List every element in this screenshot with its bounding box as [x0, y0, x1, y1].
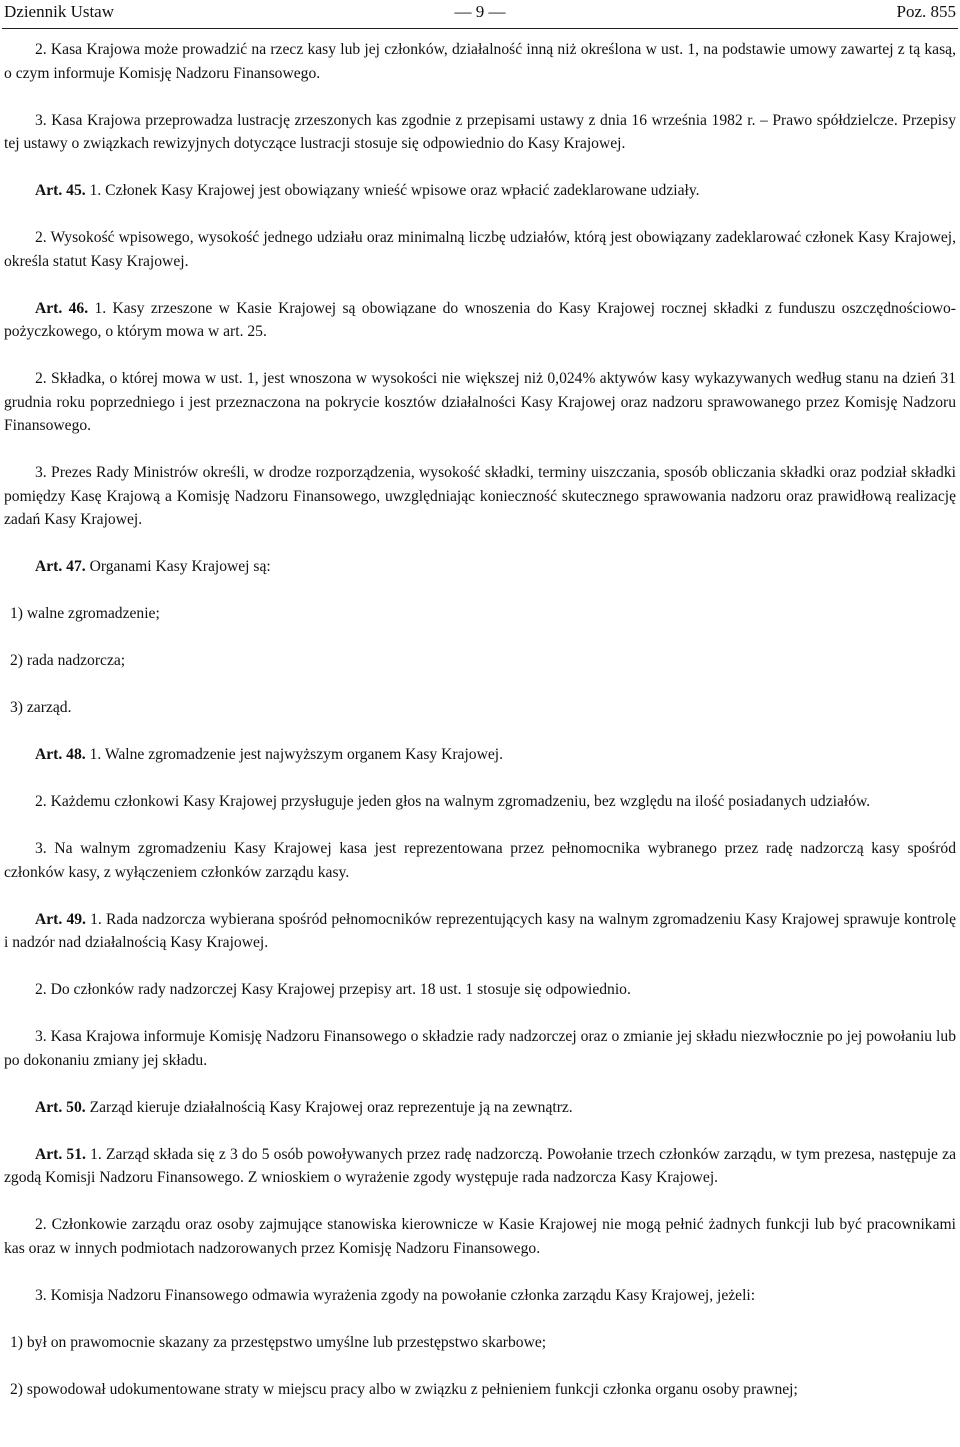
article-paragraph — [4, 743, 956, 767]
page-number: — 9 — — [454, 2, 506, 21]
paragraph — [4, 790, 956, 814]
list-item — [4, 1331, 956, 1355]
paragraph-text: 2. Kasa Krajowa może prowadzić na rzecz kasy lub jej członków, działalność inną niż określona w ust. 1, na podstawie umowy zawartej z tą kasą, o czym informuje Komisję Nadzoru Finansowego. — [4, 41, 956, 82]
paragraph-text: 3. Na walnym zgromadzeniu Kasy Krajowej kasa jest reprezentowana przez pełnomocnika wybranego przez radę nadzorczą kasy spośród członków kasy, z wyłączeniem członków zarządu kasy. — [4, 840, 956, 881]
article-paragraph — [4, 908, 956, 955]
paragraph-text: 1) był on prawomocnie skazany za przestępstwo umyślne lub przestępstwo skarbowe; — [10, 1333, 547, 1351]
paragraph-text: 2. Składka, o której mowa w ust. 1, jest wnoszona w wysokości nie większej niż 0,024% aktywów kasy wykazywanych według stanu na dzień 31 grudnia roku poprzedniego i jest przeznaczona na pokrycie kosztów działalności Kasy Krajowej oraz nadzoru sprawowanego przez Komisję Nadzoru Finansowego. — [4, 370, 956, 434]
article-paragraph — [4, 1143, 956, 1190]
paragraph — [4, 1213, 956, 1260]
header-divider — [2, 28, 958, 29]
paragraph-text: Zarząd kieruje działalnością Kasy Krajowej oraz reprezentuje ją na zewnątrz. — [85, 1098, 573, 1116]
article-paragraph — [4, 297, 956, 344]
article-paragraph — [4, 555, 956, 579]
paragraph — [4, 109, 956, 156]
paragraph-text: 2. Każdemu członkowi Kasy Krajowej przysługuje jeden głos na walnym zgromadzeniu, bez względu na ilość posiadanych udziałów. — [35, 793, 871, 810]
paragraph-text: 2. Do członków rady nadzorczej Kasy Krajowej przepisy art. 18 ust. 1 stosuje się odpowiednio. — [35, 981, 631, 998]
paragraph-text: 2. Członkowie zarządu oraz osoby zajmujące stanowiska kierownicze w Kasie Krajowej nie mogą pełnić żadnych funkcji lub być pracownikami kas oraz w innych podmiotach nadzorowanych przez Komisję Nadzoru Finansowego. — [4, 1216, 956, 1257]
article-number: Art. 46. — [35, 299, 89, 317]
paragraph-text: 2) rada nadzorcza; — [10, 652, 126, 669]
paragraph-text: 1. Rada nadzorcza wybierana spośród pełnomocników reprezentujących kasy na walnym zgromadzeniu Kasy Krajowej sprawuje kontrolę i nadzór nad działalnością Kasy Krajowej. — [4, 910, 956, 951]
article-paragraph — [4, 1096, 956, 1120]
paragraph-text: 2) spowodował udokumentowane straty w miejscu pracy albo w związku z pełnieniem funkcji członka organu osoby prawnej; — [10, 1380, 798, 1398]
paragraph-text: 1. Kasy zrzeszone w Kasie Krajowej są obowiązane do wnoszenia do Kasy Krajowej rocznej składki z funduszu oszczędnościowo-pożyczkowego, o którym mowa w art. 25. — [4, 299, 956, 340]
list-item — [4, 649, 956, 673]
paragraph-text: 1. Członek Kasy Krajowej jest obowiązany wnieść wpisowe oraz wpłacić zadeklarowane udziały. — [85, 182, 700, 199]
paragraph — [4, 461, 956, 532]
paragraph — [4, 38, 956, 85]
paragraph-text: 3. Kasa Krajowa informuje Komisję Nadzoru Finansowego o składzie rady nadzorczej oraz o zmianie jej składu niezwłocznie po jej powołaniu lub po dokonaniu zmiany jej składu. — [4, 1028, 956, 1069]
paragraph-text: 1. Zarząd składa się z 3 do 5 osób powoływanych przez radę nadzorczą. Powołanie trzech członków zarządu, w tym prezesa, następuje za zgodą Komisji Nadzoru Finansowego. Z wnioskiem o wyrażenie zgody występuje rada nadzorcza Kasy Krajowej. — [4, 1145, 956, 1186]
article-number: Art. 48. — [35, 746, 86, 763]
position-number: Poz. 855 — [896, 2, 956, 21]
paragraph — [4, 367, 956, 438]
paragraph-text: 2. Wysokość wpisowego, wysokość jednego udziału oraz minimalną liczbę udziałów, którą jest obowiązany zadeklarować członek Kasy Krajowej, określa statut Kasy Krajowej. — [4, 229, 956, 270]
article-number: Art. 49. — [35, 910, 86, 928]
paragraph-text: 3. Prezes Rady Ministrów określi, w drodze rozporządzenia, wysokość składki, terminy uiszczania, sposób obliczania składki oraz podział składki pomiędzy Kasę Krajową a Komisję Nadzoru Finansowego, uwzględniając konieczność skutecznego sprawowania nadzoru oraz prawidłową realizację zadań Kasy Krajowej. — [4, 464, 956, 528]
paragraph — [4, 1025, 956, 1072]
article-paragraph — [4, 179, 956, 203]
paragraph-text: 1) walne zgromadzenie; — [10, 605, 160, 622]
article-number: Art. 50. — [35, 1098, 86, 1116]
paragraph — [4, 978, 956, 1002]
paragraph — [4, 226, 956, 273]
list-item — [4, 696, 956, 720]
paragraph — [4, 837, 956, 884]
journal-title: Dziennik Ustaw — [4, 2, 115, 21]
paragraph-text: Organami Kasy Krajowej są: — [85, 558, 271, 575]
page-header — [4, 2, 956, 26]
paragraph-text: 3) zarząd. — [10, 699, 72, 716]
article-number: Art. 51. — [35, 1145, 86, 1163]
paragraph-text: 1. Walne zgromadzenie jest najwyższym organem Kasy Krajowej. — [85, 746, 504, 763]
document-body — [4, 38, 956, 1401]
list-item — [4, 602, 956, 626]
article-number: Art. 47. — [35, 558, 86, 575]
list-item — [4, 1378, 956, 1402]
paragraph-text: 3. Kasa Krajowa przeprowadza lustrację zrzeszonych kas zgodnie z przepisami ustawy z dnia 16 września 1982 r. – Prawo spółdzielcze. Przepisy tej ustawy o związkach rewizyjnych dotyczące lustracji stosuje się odpowiednio do Kasy Krajowej. — [4, 111, 956, 152]
article-number: Art. 45. — [35, 182, 86, 199]
paragraph-text: 3. Komisja Nadzoru Finansowego odmawia wyrażenia zgody na powołanie członka zarządu Kasy Krajowej, jeżeli: — [35, 1286, 756, 1304]
paragraph — [4, 1284, 956, 1308]
